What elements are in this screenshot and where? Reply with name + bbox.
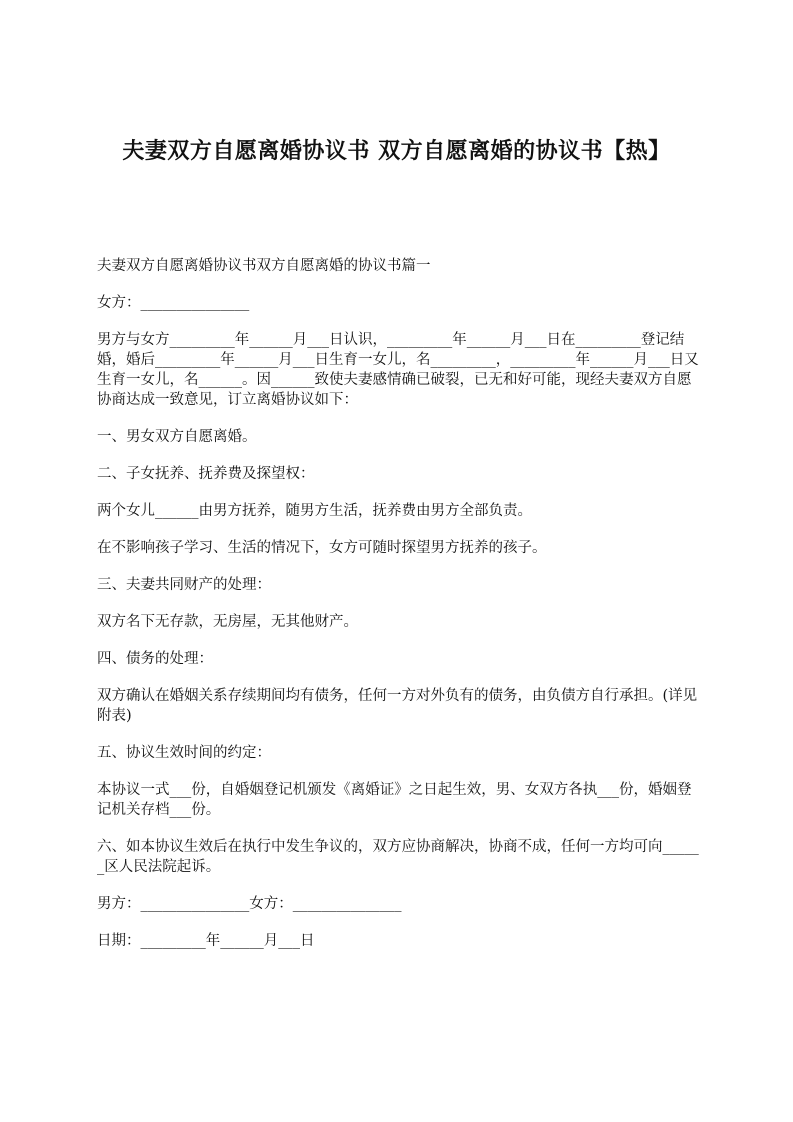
section-heading: 夫妻双方自愿离婚协议书双方自愿离婚的协议书篇一: [97, 258, 431, 274]
signature-line: 男方：_______________女方：_______________: [97, 896, 402, 912]
clause-1: 一、男女双方自愿离婚。: [97, 429, 257, 445]
dispute-paragraph: 六、如本协议生效后在执行中发生争议的，双方应协商解决，协商不成，任何一方均可向______区人民法院起诉。: [97, 839, 699, 875]
wife-name-line: 女方：_______________: [97, 295, 250, 311]
visitation-paragraph: 在不影响孩子学习、生活的情况下，女方可随时探望男方抚养的孩子。: [97, 540, 547, 556]
date-line: 日期：_________年______月___日: [97, 933, 315, 949]
marriage-history-paragraph: 男方与女方_________年______月___日认识，_________年______月___日在_________登记结婚，婚后_________年______月___日生育一女儿，名_________，_________年______月___日又生育一女儿，名______。因______致使夫妻感情确已破裂，已无和好可能，现经夫妻双方自愿协商达成一致意见，订立离婚协议如下：: [97, 332, 699, 408]
effective-paragraph: 本协议一式___份，自婚姻登记机颁发《离婚证》之日起生效，男、女双方各执___份，婚姻登记机关存档___份。: [97, 782, 692, 818]
clause-5-heading: 五、协议生效时间的约定：: [97, 745, 271, 761]
document-body: [97, 256, 701, 968]
document-title: 夫妻双方自愿离婚协议书 双方自愿离婚的协议书【热】: [122, 139, 671, 164]
custody-paragraph: 两个女儿______由男方抚养，随男方生活，抚养费由男方全部负责。: [97, 503, 532, 519]
clause-3-heading: 三、夫妻共同财产的处理：: [97, 577, 271, 593]
clause-2-heading: 二、子女抚养、抚养费及探望权：: [97, 466, 315, 482]
debt-paragraph: 双方确认在婚姻关系存续期间均有债务，任何一方对外负有的债务，由负债方自行承担。(详见附表): [97, 688, 698, 724]
clause-4-heading: 四、债务的处理：: [97, 651, 213, 667]
property-paragraph: 双方名下无存款，无房屋，无其他财产。: [97, 614, 358, 630]
